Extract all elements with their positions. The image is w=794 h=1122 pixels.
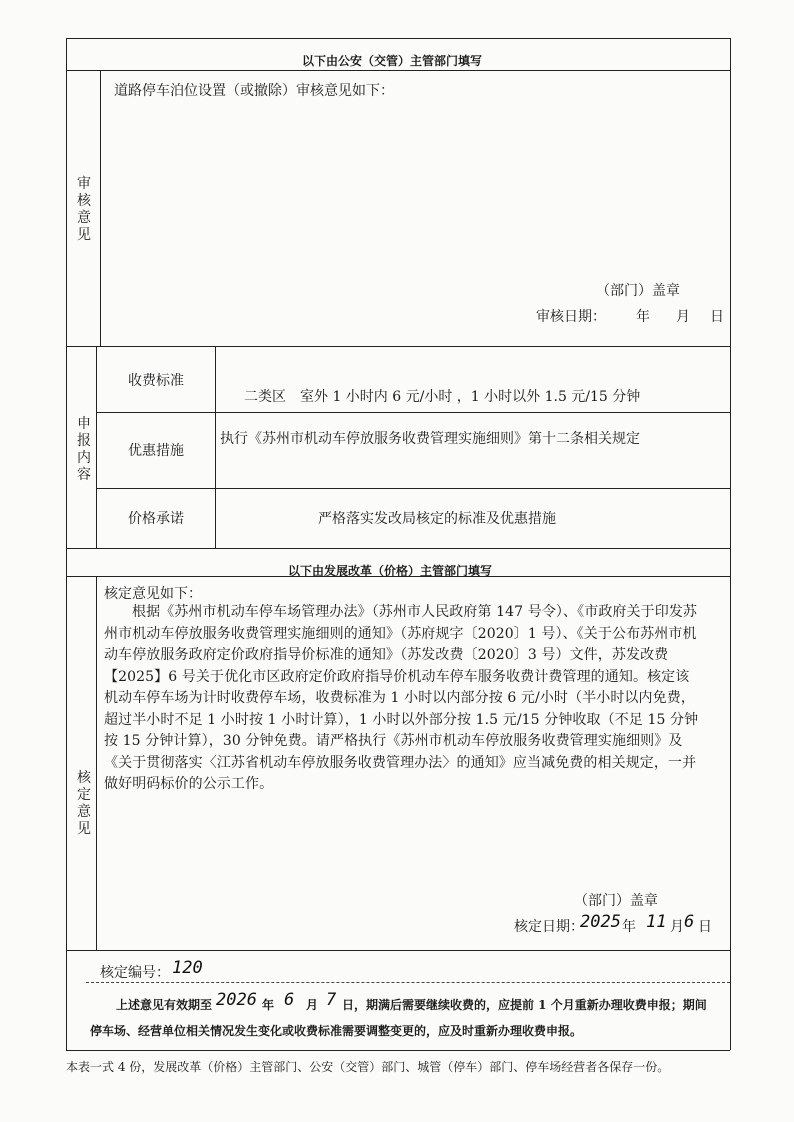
approval-opinion-title: 核定意见如下： — [104, 586, 202, 602]
application-content-label: 申报内容 — [77, 416, 91, 483]
table-left-border — [66, 38, 67, 1050]
validity-day-suffix: 日，期满后需要继续收费的，应提前 1 个月重新办理收费申报；期间 — [342, 998, 707, 1012]
header-divider-3 — [66, 576, 730, 577]
approval-number-handwritten: 120 — [172, 958, 203, 978]
fee-standard-label: 收费标准 — [128, 373, 184, 389]
review-date-label: 审核日期： — [536, 309, 606, 325]
row-name-divider — [215, 346, 216, 548]
approval-date-year: 年 — [622, 919, 636, 935]
approval-date-year-handwritten: 2025 — [580, 912, 621, 932]
approval-date-label: 核定日期： — [514, 919, 584, 935]
approval-date-month-handwritten: 11 — [646, 912, 667, 932]
validity-year: 年 — [262, 998, 275, 1012]
approval-date-day-handwritten: 6 — [684, 912, 695, 932]
review-opinion-label: 审核意见 — [77, 176, 91, 243]
public-security-header: 以下由公安（交管）主管部门填写 — [302, 54, 483, 68]
approval-opinion-label: 核定意见 — [77, 770, 91, 837]
review-date-day: 日 — [710, 309, 724, 325]
approval-number-underline — [86, 982, 730, 983]
table-bottom-border — [66, 1050, 730, 1051]
review-date-year: 年 — [636, 309, 650, 325]
section-divider-3 — [66, 950, 730, 951]
label-column-divider-2 — [96, 346, 97, 548]
validity-prefix: 上述意见有效期至 — [116, 998, 213, 1012]
section-divider-2 — [66, 548, 730, 549]
table-right-border — [730, 38, 731, 1050]
row-divider-2 — [96, 488, 730, 489]
section-divider-1 — [66, 346, 730, 347]
approval-number-label: 核定编号： — [100, 965, 170, 981]
validity-month-handwritten: 6 — [284, 990, 295, 1010]
table-top-border — [66, 38, 730, 39]
review-opinion-title: 道路停车泊位设置（或撤除）审核意见如下： — [114, 83, 394, 99]
fee-standard-value: 二类区 室外 1 小时内 6 元/小时 ，1 小时以外 1.5 元/15 分钟 — [244, 389, 641, 405]
price-commitment-value: 严格落实发改局核定的标准及优惠措施 — [318, 511, 556, 527]
footnote: 本表一式 4 份，发展改革（价格）主管部门、公安（交管）部门、城管（停车）部门、停车场经营者各保存一份。 — [66, 1060, 670, 1074]
price-department-header: 以下由发展改革（价格）主管部门填写 — [288, 564, 493, 578]
header-divider-1 — [66, 70, 730, 71]
approval-stamp-label: （部门）盖章 — [574, 893, 658, 909]
discount-measures-label: 优惠措施 — [128, 443, 184, 459]
approval-opinion-body: 根据《苏州市机动车停车场管理办法》（苏州市人民政府第 147 号令）、《市政府关于印发苏州市机动车停放服务收费管理实施细则的通知》（苏府规字〔2020〕1 号）、《关于公布苏州市机动车停放服务政府定价政府指导价标准的通知》（苏发改费〔2020〕3 号）文件，苏发改费【2025】6 号关于优化市区政府定价政府指导价机动车停车服务收费计费管理的通知。核定该机动车停车场为计时收费停车场，收费标准为 1 小时以内部分按 6 元/小时（半小时以内免费，超过半小时不足 1 小时按 1 小时计算），1 小时以外部分按 1.5 元/15 分钟收取（不足 15 分钟按 15 分钟计算），30 分钟免费。请严格执行《苏州市机动车停放服务收费管理实施细则》及《关于贯彻落实〈江苏省机动车停放服务收费管理办法〉的通知》应当减免费的相关规定，一并做好明码标价的公示工作。 — [104, 604, 699, 792]
validity-line-2: 停车场、经营单位相关情况发生变化或收费标准需要调整变更的，应及时重新办理收费申报。 — [90, 1024, 583, 1038]
validity-day-handwritten: 7 — [326, 990, 337, 1010]
review-date-month: 月 — [676, 309, 690, 325]
price-commitment-label: 价格承诺 — [128, 511, 184, 527]
approval-date-month: 月 — [670, 919, 684, 935]
validity-year-handwritten: 2026 — [216, 990, 257, 1010]
row-divider-1 — [96, 412, 730, 413]
validity-month: 月 — [306, 998, 319, 1012]
review-stamp-label: （部门）盖章 — [596, 283, 680, 299]
label-column-divider-1 — [100, 70, 101, 346]
approval-date-day: 日 — [698, 919, 712, 935]
label-column-divider-3 — [96, 576, 97, 950]
discount-measures-value: 执行《苏州市机动车停放服务收费管理实施细则》第十二条相关规定 — [220, 431, 640, 447]
